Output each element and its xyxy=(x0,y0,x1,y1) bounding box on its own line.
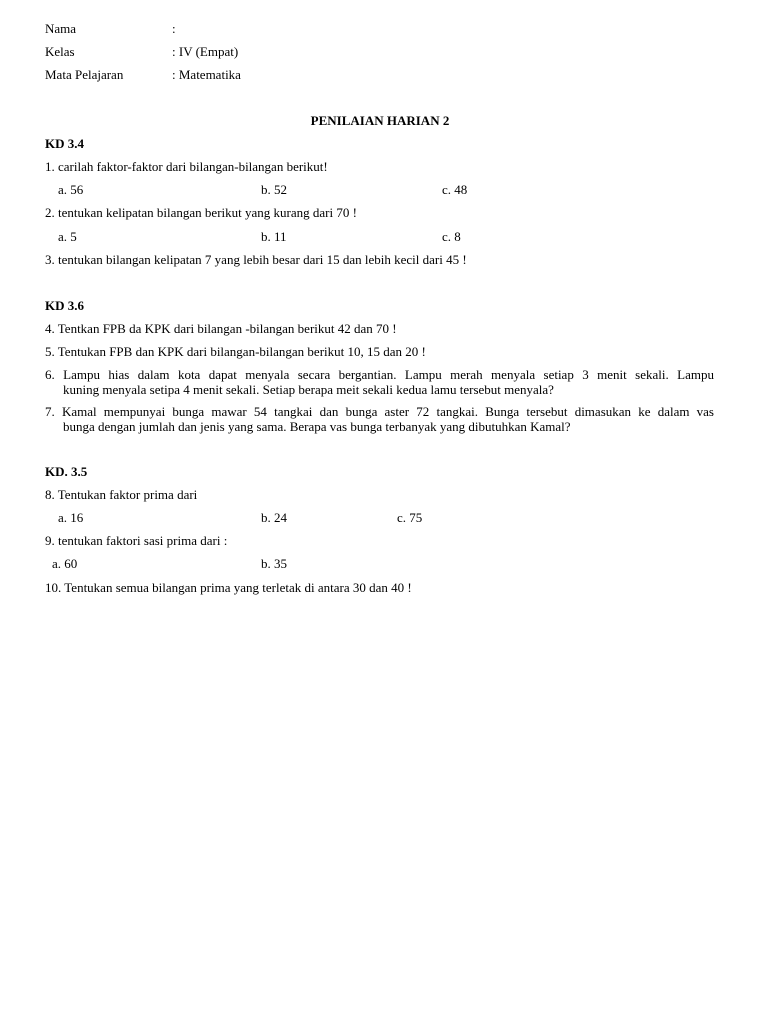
nama-label: Nama xyxy=(45,21,77,36)
q9-option-b: b. 35 xyxy=(261,556,287,571)
kd36-heading: KD 3.6 xyxy=(45,298,84,313)
mapel-value: : Matematika xyxy=(172,67,241,82)
page-title: PENILAIAN HARIAN 2 xyxy=(310,113,450,128)
q1-option-b: b. 52 xyxy=(261,182,287,197)
question-1: 1. carilah faktor-faktor dari bilangan-bilangan berikut! xyxy=(45,159,328,174)
question-10: 10. Tentukan semua bilangan prima yang terletak di antara 30 dan 40 ! xyxy=(45,580,412,595)
q9-option-a: a. 60 xyxy=(52,556,78,571)
q8-option-a: a. 16 xyxy=(58,510,84,525)
q1-option-c: c. 48 xyxy=(442,182,468,197)
question-7-line-2: bunga dengan jumlah dan jenis yang sama. Berapa vas bunga terbanyak yang dibutuhkan Kamal? xyxy=(63,419,571,434)
q8-option-c: c. 75 xyxy=(397,510,423,525)
question-6-line-2: kuning menyala setipa 4 menit sekali. Setiap berapa meit sekali kedua lamu tersebut menyala? xyxy=(63,382,554,397)
q1-option-a: a. 56 xyxy=(58,182,84,197)
question-7-line-1: 7. Kamal mempunyai bunga mawar 54 tangkai dan bunga aster 72 tangkai. Bunga tersebut dimasukan ke dalam vas xyxy=(45,404,714,419)
q2-option-b: b. 11 xyxy=(261,229,287,244)
q8-option-b: b. 24 xyxy=(261,510,287,525)
question-7 xyxy=(45,404,714,434)
q2-option-a: a. 5 xyxy=(58,229,77,244)
kd35-heading: KD. 3.5 xyxy=(45,464,88,479)
question-3: 3. tentukan bilangan kelipatan 7 yang lebih besar dari 15 dan lebih kecil dari 45 ! xyxy=(45,252,467,267)
q2-option-c: c. 8 xyxy=(442,229,461,244)
question-6 xyxy=(45,367,714,397)
question-6-line-1: 6. Lampu hias dalam kota dapat menyala secara bergantian. Lampu merah menyala setiap 3 menit sekali. Lampu xyxy=(45,367,714,382)
question-8: 8. Tentukan faktor prima dari xyxy=(45,487,198,502)
question-4: 4. Tentkan FPB da KPK dari bilangan -bilangan berikut 42 dan 70 ! xyxy=(45,321,397,336)
question-2: 2. tentukan kelipatan bilangan berikut yang kurang dari 70 ! xyxy=(45,205,357,220)
question-5: 5. Tentukan FPB dan KPK dari bilangan-bilangan berikut 10, 15 dan 20 ! xyxy=(45,344,426,359)
mapel-label: Mata Pelajaran xyxy=(45,67,124,82)
kelas-label: Kelas xyxy=(45,44,75,59)
kelas-value: : IV (Empat) xyxy=(172,44,239,59)
kd34-heading: KD 3.4 xyxy=(45,136,84,151)
nama-value: : xyxy=(172,21,176,36)
question-9: 9. tentukan faktori sasi prima dari : xyxy=(45,533,228,548)
